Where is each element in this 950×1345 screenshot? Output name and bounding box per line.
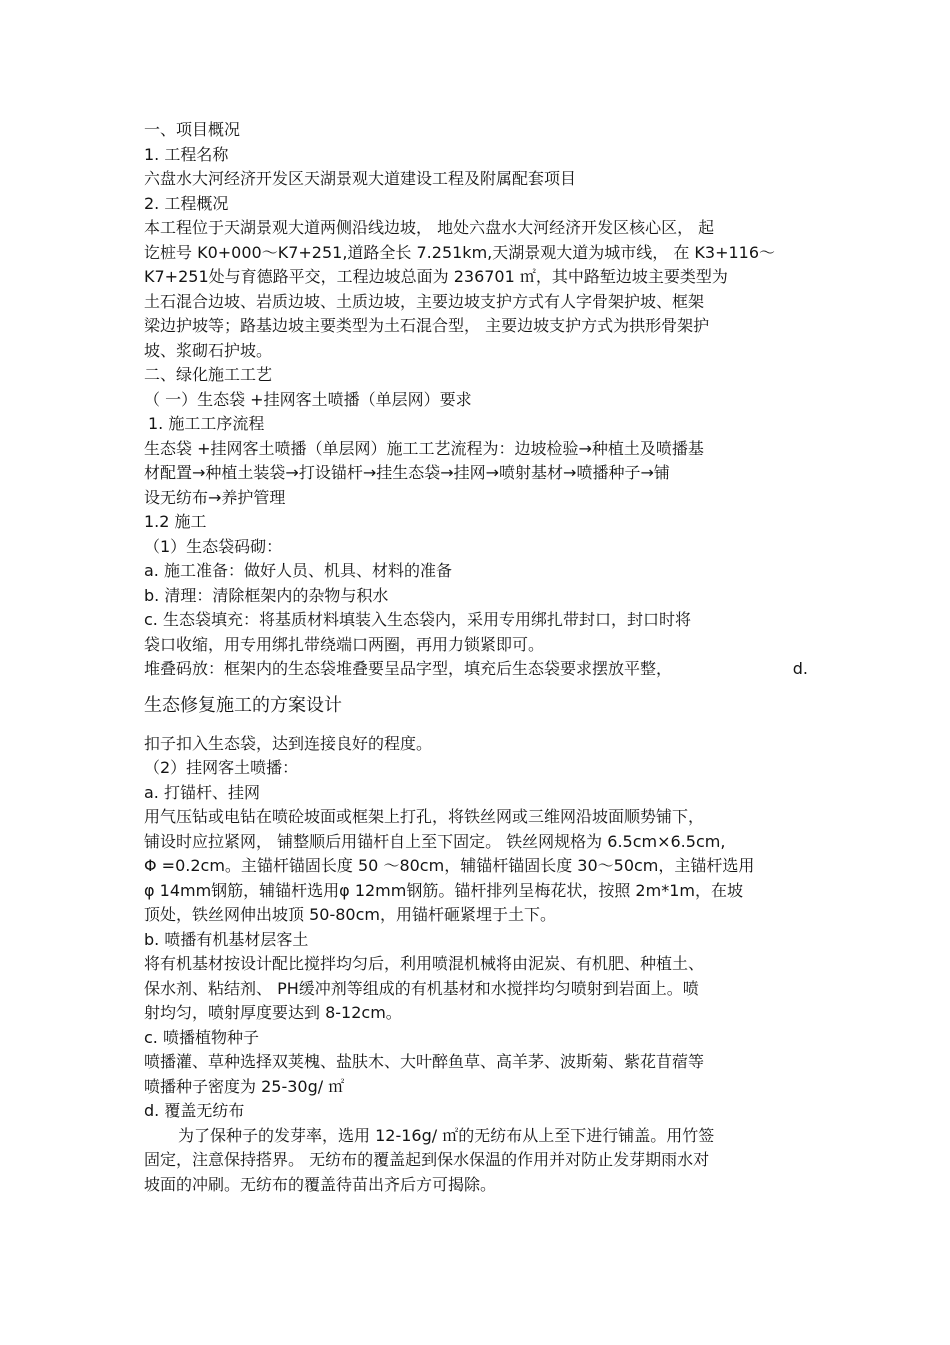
- running-header-title: 生态修复施工的方案设计: [144, 694, 342, 716]
- paragraph-line: 固定，注意保持搭界。 无纺布的覆盖起到保水保温的作用并对防止发芽期雨水对: [144, 1150, 710, 1169]
- section-heading-overview: 一、项目概况: [144, 120, 241, 139]
- project-name: 六盘水大河经济开发区天湖景观大道建设工程及附属配套项目: [144, 169, 577, 188]
- paragraph-line: 顶处，铁丝网伸出坡顶 50-80cm，用锚杆砸紧埋于土下。: [144, 905, 556, 924]
- paragraph-line: 保水剂、粘结剂、 PH缓冲剂等组成的有机基材和水搅拌均匀喷射到岩面上。喷: [144, 978, 699, 998]
- section-heading-greening: 二、绿化施工工艺: [144, 365, 273, 384]
- project-overview-section: [144, 118, 814, 363]
- step-heading-construction: 1.2 施工: [144, 512, 207, 531]
- document-page: [144, 118, 814, 1197]
- list-heading-ecobag-stacking: （1）生态袋码砌：: [144, 536, 283, 556]
- paragraph-line: K7+251处与育德路平交，工程边坡总面为 236701 ㎡，其中路堑边坡主要类型为: [144, 267, 728, 286]
- paragraph-line: 袋口收缩，用专用绑扎带绕端口两圈，再用力锁紧即可。: [144, 634, 545, 654]
- list-item: b. 清理：清除框架内的杂物与积水: [144, 585, 389, 605]
- paragraph-line: 坡、浆砌石护坡。: [144, 340, 273, 360]
- paragraph-line: 铺设时应拉紧网， 铺整顺后用锚杆自上至下固定。 铁丝网规格为 6.5cm×6.5cm,: [144, 831, 726, 851]
- stacking-text: 堆叠码放：框架内的生态袋堆叠要呈品字型，填充后生态袋要求摆放平整，: [144, 659, 673, 678]
- continued-section: [144, 732, 814, 1198]
- subheading-project-overview: 2. 工程概况: [144, 193, 229, 213]
- list-item: a. 打锚杆、挂网: [144, 782, 260, 802]
- list-item: c. 生态袋填充：将基质材料填装入生态袋内，采用专用绑扎带封口，封口时将: [144, 610, 691, 629]
- paragraph-line: 设无纺布→养护管理: [144, 487, 286, 507]
- paragraph-line: 扣子扣入生态袋，达到连接良好的程度。: [144, 733, 433, 753]
- paragraph-line: 将有机基材按设计配比搅拌均匀后，利用喷混机械将由泥炭、有机肥、种植土、: [144, 954, 705, 973]
- list-heading-net-spraying: （2）挂网客土喷播：: [144, 758, 299, 777]
- paragraph-line: φ 14mm钢筋，辅锚杆选用φ 12mm钢筋。锚杆排列呈梅花状，按照 2m*1m，在坡: [144, 880, 743, 900]
- paragraph-line: Φ =0.2cm。主锚杆锚固长度 50 ～80cm，辅锚杆锚固长度 30～50cm，主锚杆选用: [144, 856, 755, 875]
- paragraph-line: 生态袋 +挂网客土喷播（单层网）施工工艺流程为：边坡检验→种植土及喷播基: [144, 438, 704, 458]
- paragraph-line: 喷播灌、草种选择双荚槐、盐肤木、大叶醉鱼草、高羊茅、波斯菊、紫花苜蓿等: [144, 1052, 705, 1071]
- paragraph-line: 坡面的冲刷。无纺布的覆盖待苗出齐后方可揭除。: [144, 1174, 497, 1194]
- paragraph-line: 用气压钻或电钻在喷砼坡面或框架上打孔，将铁丝网或三维网沿坡面顺势铺下，: [144, 807, 705, 826]
- greening-process-section: [144, 363, 814, 682]
- list-item: a. 施工准备：做好人员、机具、材料的准备: [144, 561, 452, 580]
- paragraph-line: 射均匀，喷射厚度要达到 8-12cm。: [144, 1003, 402, 1022]
- paragraph-line: 土石混合边坡、岩质边坡、土质边坡，主要边坡支护方式有人字骨架护坡、框架: [144, 291, 705, 311]
- paragraph-line: 梁边护坡等；路基边坡主要类型为土石混合型， 主要边坡支护方式为拱形骨架护: [144, 316, 710, 335]
- paragraph-line: [144, 657, 814, 682]
- list-item: d. 覆盖无纺布: [144, 1101, 245, 1120]
- paragraph-line: 为了保种子的发芽率，选用 12-16g/ ㎡的无纺布从上至下进行铺盖。用竹签: [178, 1125, 715, 1145]
- paragraph-line: 本工程位于天湖景观大道两侧沿线边坡， 地处六盘水大河经济开发区核心区， 起: [144, 218, 715, 237]
- list-item: b. 喷播有机基材层客土: [144, 929, 309, 949]
- subheading-project-name: 1. 工程名称: [144, 144, 229, 164]
- step-heading-process-flow: 1. 施工工序流程: [148, 414, 265, 433]
- paragraph-line: 喷播种子密度为 25-30g/ ㎡: [144, 1076, 345, 1096]
- list-marker-d: d.: [792, 659, 808, 678]
- subsection-heading-ecobag: （ 一）生态袋 +挂网客土喷播（单层网）要求: [144, 389, 472, 409]
- list-item: c. 喷播植物种子: [144, 1027, 259, 1047]
- paragraph-line: 材配置→种植土装袋→打设锚杆→挂生态袋→挂网→喷射基材→喷播种子→铺: [144, 463, 670, 482]
- paragraph-line: 讫桩号 K0+000～K7+251,道路全长 7.251km,天湖景观大道为城市线， 在 K3+116～: [144, 242, 776, 262]
